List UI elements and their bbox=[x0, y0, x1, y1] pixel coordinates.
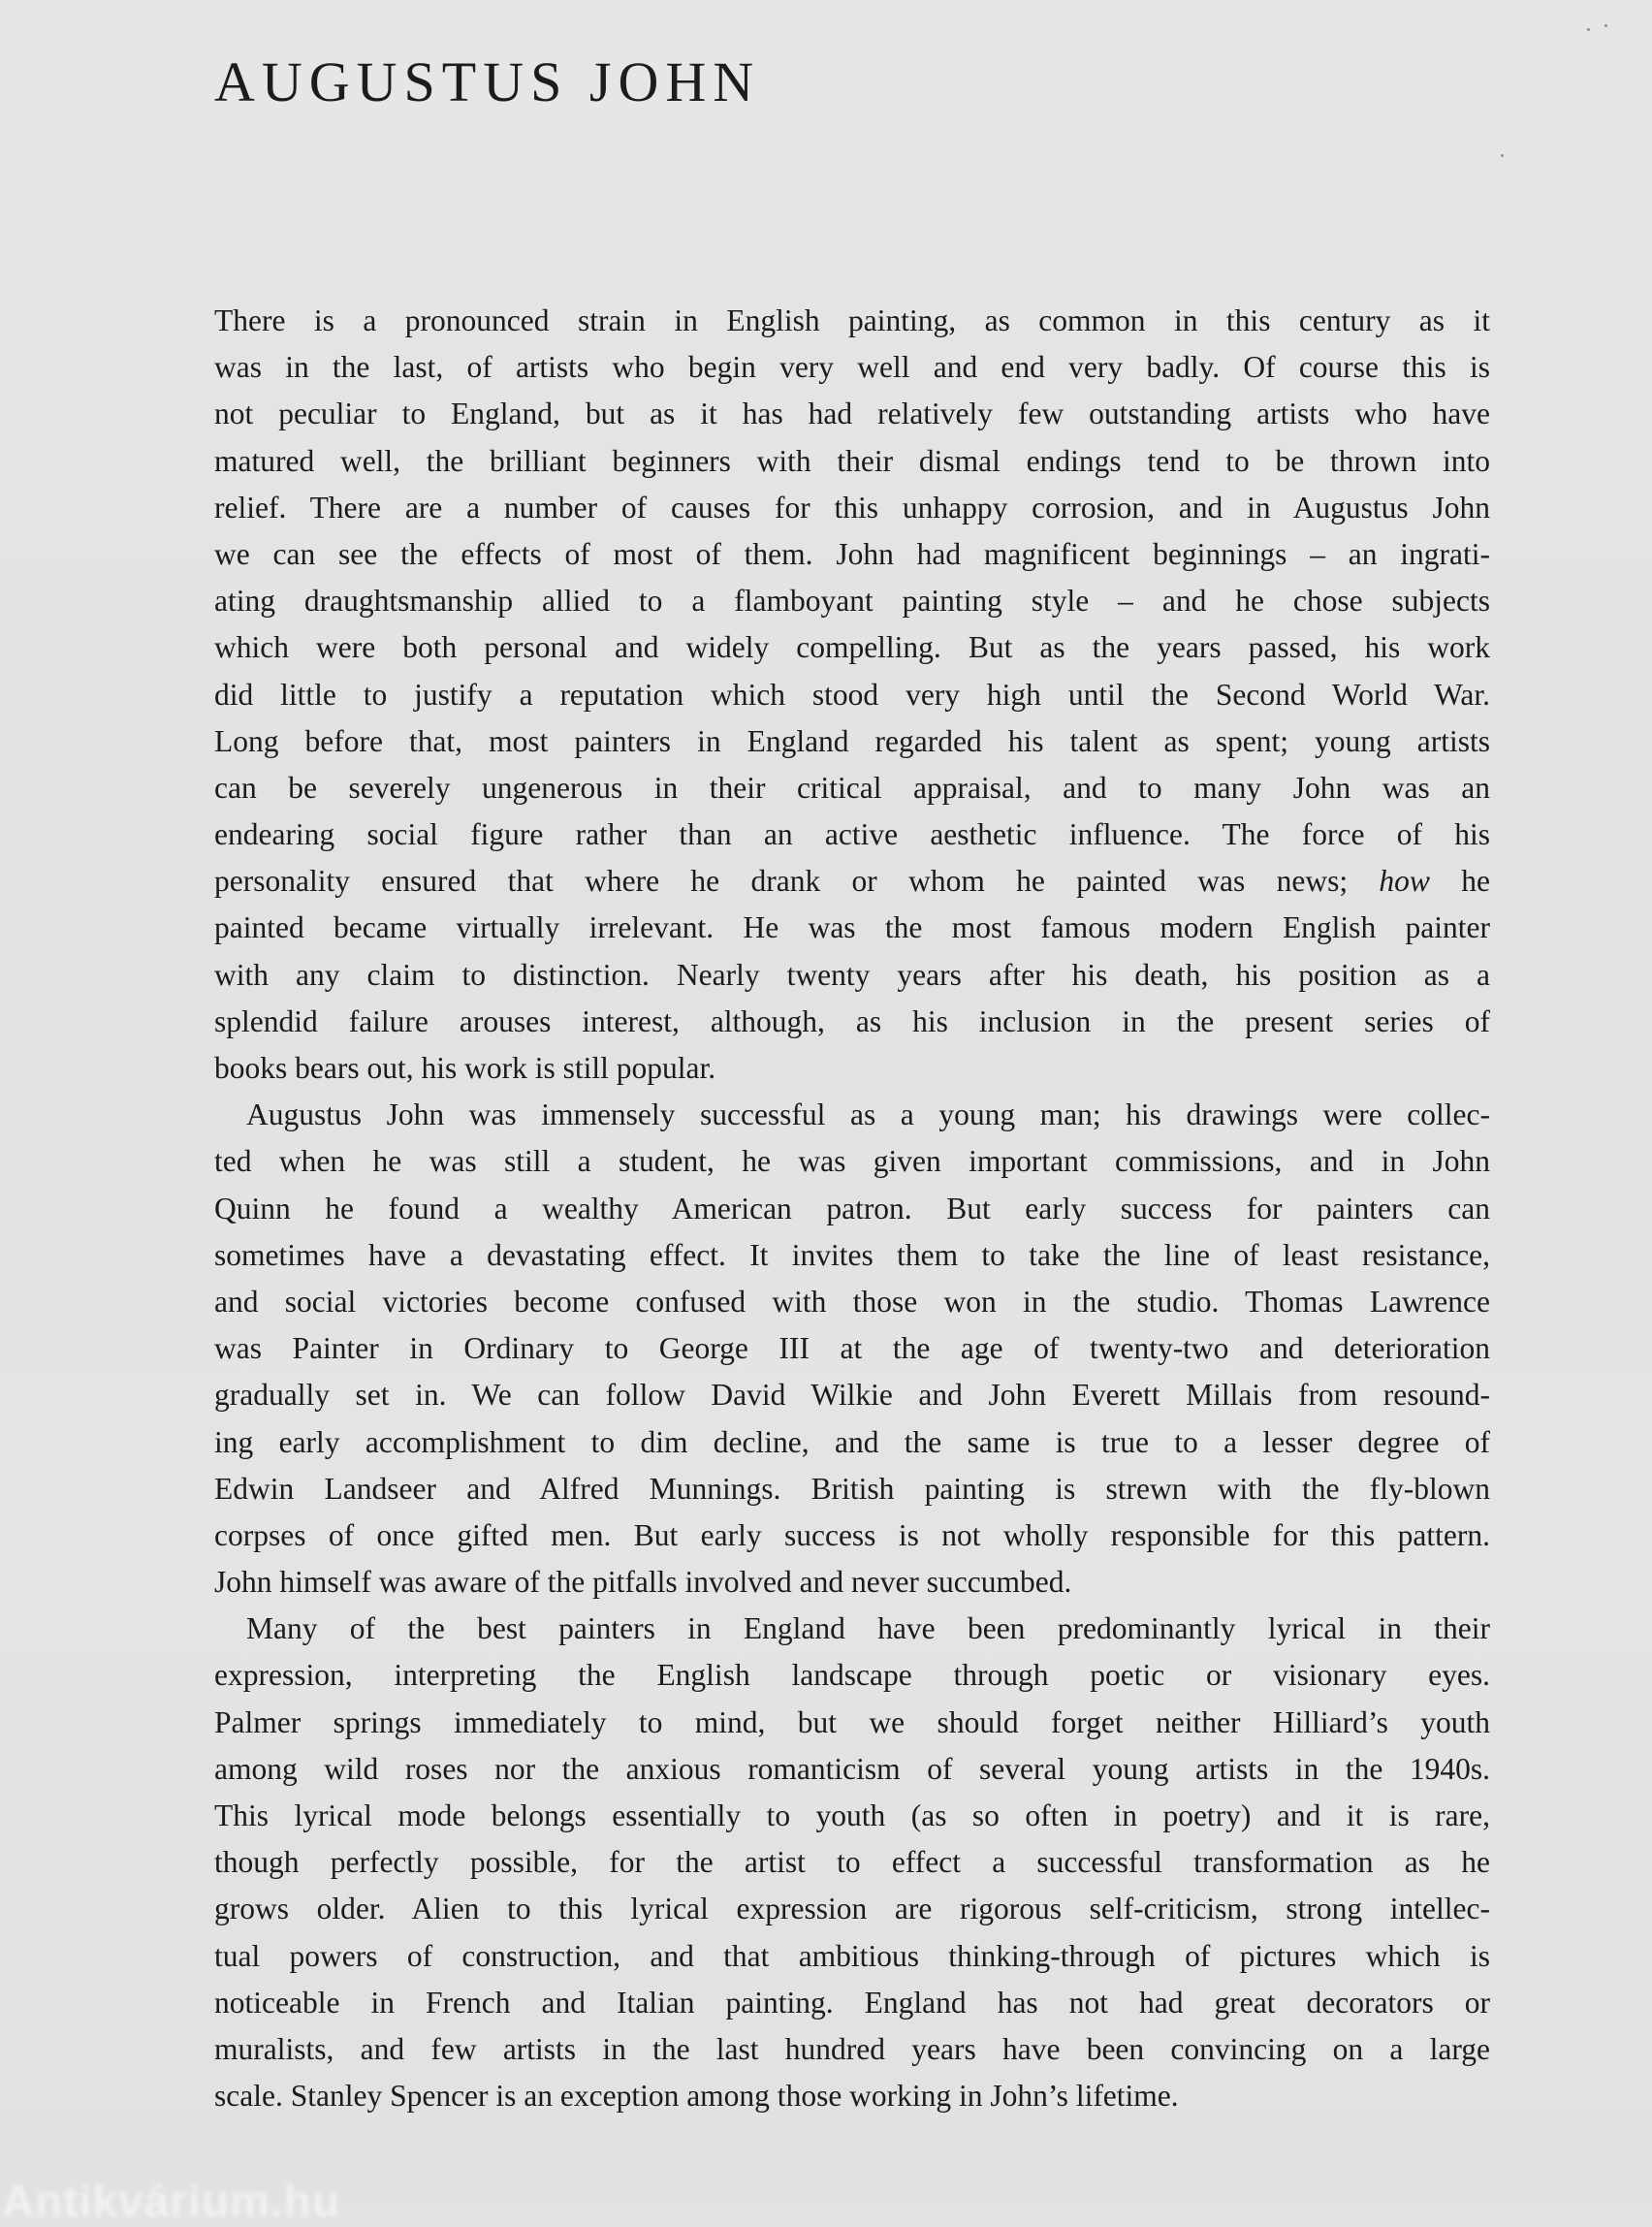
paragraph bbox=[214, 1092, 1490, 1606]
text-line: matured well, the brilliant beginners with their dismal endings tend to be thrown into bbox=[214, 443, 1490, 478]
text-line: among wild roses nor the anxious romanticism of several young artists in the 1940s. bbox=[214, 1751, 1490, 1786]
text-line: This lyrical mode belongs essentially to youth (as so often in poetry) and it is rare, bbox=[214, 1798, 1490, 1832]
text-line: Long before that, most painters in England regarded his talent as spent; young artists bbox=[214, 723, 1490, 758]
text-line: tual powers of construction, and that ambitious thinking-through of pictures which is bbox=[214, 1938, 1490, 1973]
text-line: was in the last, of artists who begin very well and end very badly. Of course this is bbox=[214, 350, 1490, 385]
text-line: painted became virtually irrelevant. He was the most famous modern English painter bbox=[214, 910, 1490, 945]
watermark: Antikvárium.hu bbox=[2, 2176, 340, 2226]
text-line: Many of the best painters in England have been predominantly lyrical in their bbox=[246, 1611, 1490, 1646]
text-line: books bears out, his work is still popular. bbox=[214, 1051, 716, 1085]
text-line: we can see the effects of most of them. John had magnificent beginnings – an ingrati- bbox=[214, 536, 1490, 571]
text-line: splendid failure arouses interest, although, as his inclusion in the present series of bbox=[214, 1003, 1490, 1038]
article-body bbox=[214, 298, 1490, 2119]
text-line: sometimes have a devastating effect. It invites them to take the line of least resistance, bbox=[214, 1237, 1490, 1272]
paragraph bbox=[214, 1606, 1490, 2119]
text-line: Edwin Landseer and Alfred Munnings. British painting is strewn with the fly-blown bbox=[214, 1471, 1490, 1506]
dust-speck bbox=[1604, 24, 1607, 27]
text-line: corpses of once gifted men. But early success is not wholly responsible for this pattern. bbox=[214, 1517, 1490, 1552]
text-line: and social victories become confused with those won in the studio. Thomas Lawrence bbox=[214, 1284, 1490, 1319]
page-title: AUGUSTUS JOHN bbox=[214, 50, 761, 113]
text-line: gradually set in. We can follow David Wilkie and John Everett Millais from resound- bbox=[214, 1378, 1490, 1413]
text-line: grows older. Alien to this lyrical expression are rigorous self-criticism, strong intellec- bbox=[214, 1892, 1490, 1926]
text-line: with any claim to distinction. Nearly twenty years after his death, his position as a bbox=[214, 957, 1490, 992]
italic-emphasis: how bbox=[1379, 864, 1430, 899]
paragraph bbox=[214, 298, 1490, 1092]
text-line: not peculiar to England, but as it has had relatively few outstanding artists who have bbox=[214, 397, 1490, 431]
text-line: Quinn he found a wealthy American patron. But early success for painters can bbox=[214, 1191, 1490, 1225]
text-line: did little to justify a reputation which stood very high until the Second World War. bbox=[214, 677, 1490, 712]
text-line: endearing social figure rather than an active aesthetic influence. The force of his bbox=[214, 817, 1490, 852]
dust-speck bbox=[1501, 154, 1504, 157]
text-line: noticeable in French and Italian painting. England has not had great decorators or bbox=[214, 1985, 1490, 2020]
text-line: expression, interpreting the English landscape through poetic or visionary eyes. bbox=[214, 1658, 1490, 1693]
text-line: scale. Stanley Spencer is an exception among those working in John’s lifetime. bbox=[214, 2079, 1179, 2114]
text-line: ing early accomplishment to dim decline, and the same is true to a lesser degree of bbox=[214, 1424, 1490, 1459]
text-line: Augustus John was immensely successful as a young man; his drawings were collec- bbox=[246, 1098, 1490, 1132]
text-line: personality ensured that where he drank or whom he painted was news; how he bbox=[214, 864, 1490, 899]
text-line: relief. There are a number of causes for this unhappy corrosion, and in Augustus John bbox=[214, 490, 1490, 525]
text-line: Palmer springs immediately to mind, but we should forget neither Hilliard’s youth bbox=[214, 1704, 1490, 1739]
text-line: ating draughtsmanship allied to a flamboyant painting style – and he chose subjects bbox=[214, 584, 1490, 619]
text-line: ted when he was still a student, he was given important commissions, and in John bbox=[214, 1144, 1490, 1179]
text-line: was Painter in Ordinary to George III at the age of twenty-two and deterioration bbox=[214, 1331, 1490, 1366]
dust-speck bbox=[1587, 28, 1590, 31]
text-line: can be severely ungenerous in their critical appraisal, and to many John was an bbox=[214, 770, 1490, 805]
text-line: John himself was aware of the pitfalls involved and never succumbed. bbox=[214, 1565, 1072, 1600]
text-line: There is a pronounced strain in English painting, as common in this century as it bbox=[214, 303, 1490, 337]
text-line: though perfectly possible, for the artist to effect a successful transformation as he bbox=[214, 1845, 1490, 1880]
text-line: which were both personal and widely compelling. But as the years passed, his work bbox=[214, 630, 1490, 665]
text-line: muralists, and few artists in the last hundred years have been convincing on a large bbox=[214, 2031, 1490, 2066]
